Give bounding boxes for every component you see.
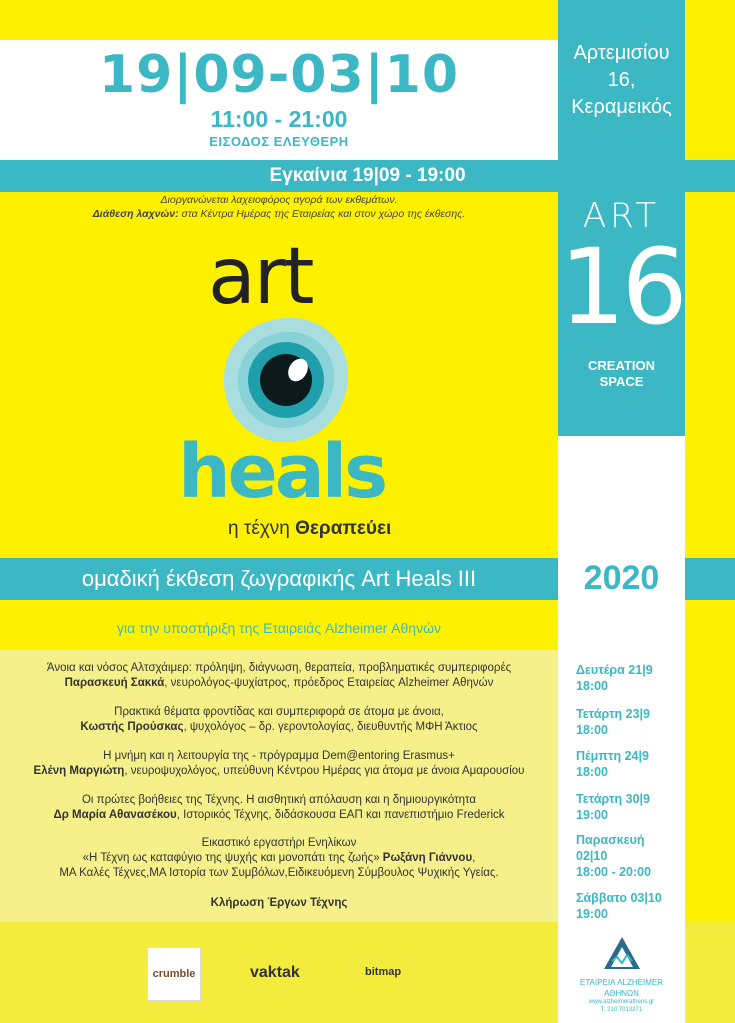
- opening-hours: 11:00 - 21:00: [210, 106, 348, 132]
- talk-item: Οι πρώτες βοήθειες της Τέχνης. Η αισθητική απόλαυση και η δημιουργικότητα Δρ Μαρία Αθανασέκου, Ιστορικός Τέχνης, διδάσκουσα ΕΑΠ και πανεπιστήμιο Frederick: [53, 794, 505, 821]
- bitmap-logo: bitmap: [365, 966, 402, 978]
- address-area: Κεραμεικός: [571, 95, 672, 118]
- venue-logo: [558, 192, 685, 436]
- logo-heals-word: heals: [178, 429, 386, 515]
- support-line: για την υποστήριξη της Εταιρειάς Alzheimer Αθηνών: [116, 620, 442, 636]
- vaktak-logo: vaktak: [250, 964, 300, 981]
- alzheimer-triangle-icon: [602, 935, 642, 971]
- eye-icon: [218, 312, 354, 448]
- workshop-item: Εικαστικό εργαστήρι Ενηλίκων «Η Τέχνη ως καταφύγιο της ψυχής και μονοπάτι της ζωής» Ρωξάνη Γιάννου, ΜΑ Καλές Τέχνες,ΜΑ Ιστορία των Συμβόλων,Ειδικευόμενη Σύμβουλος Ψυχικής Υγείας.: [59, 837, 499, 879]
- exhibition-year: 2020: [558, 554, 685, 602]
- schedule-item: Πέμπτη 24|9 18:00: [576, 749, 649, 779]
- schedule-item: Τετάρτη 23|9 18:00: [576, 707, 650, 737]
- venue-art: ART: [582, 196, 661, 236]
- schedule-column: [558, 650, 685, 922]
- talk-item: Πρακτικά θέματα φροντίδας και συμπεριφορά σε άτομα με άνοια, Κωστής Προύσκας, ψυχολόγος – δρ. γεροντολογίας, διευθυντής ΜΦΗ Άκτιος: [80, 706, 478, 733]
- dates-block: [0, 40, 558, 160]
- art-draw: Κλήρωση Έργων Τέχνης: [210, 897, 348, 909]
- lottery-line-1: Διοργανώνεται λαχειοφόρος αγορά των εκθεμάτων.: [160, 194, 398, 206]
- logo-tagline: η τέχνη Θεραπεύει: [228, 518, 392, 539]
- talks-program: [0, 650, 558, 922]
- venue-subtitle: CREATION SPACE: [588, 358, 655, 389]
- schedule-item: Τετάρτη 30|9 19:00: [576, 792, 650, 822]
- schedule-item: Δευτέρα 21|9 18:00: [576, 663, 653, 693]
- venue-number: 16: [559, 226, 684, 348]
- white-stripe: [558, 436, 685, 558]
- talk-item: Άνοια και νόσος Αλτσχάιμερ: πρόληψη, διάγνωση, θεραπεία, προβληματικές συμπεριφορές Παρασκευή Σακκά, νευρολόγος-ψυχίατρος, πρόεδρος Εταιρείας Alzheimer Αθηνών: [46, 662, 512, 689]
- exhibition-title: ομαδική έκθεση ζωγραφικής Art Heals III: [81, 566, 477, 591]
- address-street: Αρτεμισίου: [573, 41, 670, 64]
- opening-bar: [0, 160, 735, 192]
- schedule-item: Σάββατο 03|10 19:00: [576, 891, 662, 921]
- lottery-line-2: Διάθεση λαχνών: στα Κέντρα Ημέρας της Εταιρείας και στον χώρο της έκθεσης.: [92, 208, 466, 220]
- exhibition-dates: 19|09-03|10: [98, 45, 460, 105]
- alzheimer-logo: ΕΤΑΙΡΕΙΑ ALZHEIMER ΑΘΗΝΩΝ www.alzheimerathens.gr T. 210 7013271: [570, 935, 673, 1014]
- address-number: 16,: [607, 68, 636, 91]
- opening-text: Εγκαίνια 19|09 - 19:00: [269, 165, 466, 186]
- free-entry: ΕΙΣΟΔΟΣ ΕΛΕΥΘΕΡΗ: [209, 134, 349, 149]
- schedule-item: Παρασκευή 02|10 18:00 - 20:00: [576, 833, 652, 879]
- talk-item: Η μνήμη και η λειτουργία της - πρόγραμμα Dem@entoring Erasmus+ Ελένη Μαργιώτη, νευροψυχολόγος, υπεύθυνη Κέντρου Ημέρας για άτομα με άνοια Αμαρουσίου: [33, 750, 525, 777]
- crumble-logo: crumble: [147, 947, 201, 1001]
- logo-art-word: art: [208, 232, 313, 322]
- exhibition-banner: [0, 558, 735, 600]
- lottery-info: [0, 193, 558, 221]
- white-stripe-lower: [558, 600, 685, 650]
- address-block: [558, 0, 685, 160]
